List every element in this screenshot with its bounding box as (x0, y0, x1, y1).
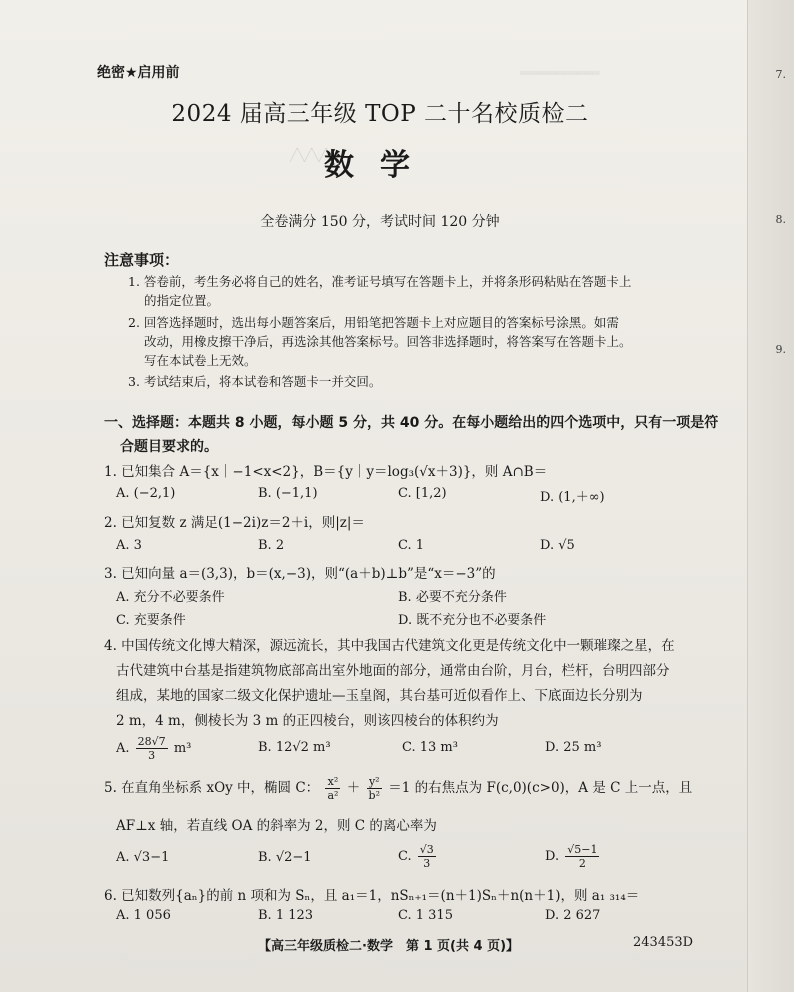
fraction-numerator: y² (367, 775, 382, 789)
question-1-option-b: B. (−1,1) (258, 486, 318, 501)
question-4-line: 4. 中国传统文化博大精深，源远流长，其中我国古代建筑文化更是传统文化中一颗璀璨之星，在 (104, 638, 675, 654)
edge-question-number: 8. (775, 213, 786, 226)
question-3-option-a: A. 充分不必要条件 (116, 590, 225, 605)
fraction (367, 775, 382, 802)
fraction-numerator: √3 (419, 843, 434, 856)
question-4-option-a (116, 735, 191, 762)
fraction-denominator: 2 (578, 857, 586, 870)
fraction-numerator: 28√7 (137, 735, 166, 748)
section-heading-line: 一、选择题：本题共 8 小题，每小题 5 分，共 40 分。在每小题给出的四个选项中，只有一项是符 (104, 415, 719, 431)
fraction (325, 775, 340, 802)
fraction (136, 735, 168, 762)
question-3-stem: 3. 已知向量 a＝(3,3)，b＝(x,−3)，则“(a＋b)⊥b”是“x＝−3”的 (104, 566, 496, 582)
question-4-line: 古代建筑中台基是指建筑物底部高出室外地面的部分，通常由台阶，月台，栏杆，台明四部分 (116, 663, 670, 679)
note-line: 2. 回答选择题时，选出每小题答案后，用铅笔把答题卡上对应题目的答案标号涂黑。如需 (128, 315, 619, 330)
note-line: 的指定位置。 (144, 293, 220, 308)
fraction-denominator: a² (327, 789, 339, 802)
option-label: C. (398, 849, 412, 864)
edge-question-number: 7. (775, 68, 786, 81)
question-4-line: 2 m，4 m，侧棱长为 3 m 的正四棱台，则该四棱台的体积约为 (116, 713, 499, 729)
note-line: 写在本试卷上无效。 (144, 353, 257, 368)
option-unit: m³ (173, 741, 192, 756)
question-5-option-c (398, 843, 438, 870)
page-footer: 【高三年级质检二·数学 第 1 页(共 4 页)】 (258, 939, 520, 954)
exam-code: 243453D (633, 935, 694, 950)
note-line: 1. 答卷前，考生务必将自己的姓名，准考证号填写在答题卡上，并将条形码粘贴在答题卡上 (128, 274, 632, 289)
question-6-option-d: D. 2 627 (545, 908, 601, 923)
question-4-option-d: D. 25 m³ (545, 740, 602, 755)
note-line: 改动，用橡皮擦干净后，再选涂其他答案标号。回答非选择题时，将答案写在答题卡上。 (144, 334, 632, 349)
subject-title: 数学 (324, 148, 436, 183)
question-1-option-d: D. (1,＋∞) (540, 490, 605, 505)
exam-title: 2024 届高三年级 TOP 二十名校质检二 (171, 101, 589, 127)
question-1-option-c: C. [1,2) (398, 486, 447, 501)
confidential-mark: 绝密★启用前 (97, 65, 180, 81)
plus-sign: ＋ (346, 780, 361, 796)
question-2-option-a: A. 3 (116, 538, 142, 553)
question-5-option-a: A. √3−1 (116, 850, 170, 865)
option-label: D. (545, 849, 560, 864)
question-5-line: AF⊥x 轴，若直线 OA 的斜率为 2，则 C 的离心率为 (116, 818, 437, 834)
section-heading-line: 合题目要求的。 (120, 439, 218, 455)
question-2-option-d: D. √5 (540, 538, 575, 553)
fraction-numerator: √5−1 (567, 843, 598, 856)
fraction (565, 843, 599, 870)
question-4-option-c: C. 13 m³ (402, 740, 458, 755)
fraction (418, 843, 436, 870)
question-2-stem: 2. 已知复数 z 满足(1−2i)z＝2＋i，则|z|＝ (104, 515, 365, 531)
question-6-option-a: A. 1 056 (116, 908, 171, 923)
question-6-option-b: B. 1 123 (258, 908, 314, 923)
question-2-option-c: C. 1 (398, 538, 425, 553)
question-2-option-b: B. 2 (258, 538, 285, 553)
question-5-option-d (545, 843, 601, 870)
edge-question-number: 9. (775, 343, 786, 356)
question-6-stem: 6. 已知数列{aₙ}的前 n 项和为 Sₙ，且 a₁＝1，nSₙ₊₁＝(n＋1)Sₙ＋n(n＋1)，则 a₁ ₃₁₄＝ (104, 888, 640, 904)
question-3-option-b: B. 必要不充分条件 (398, 590, 507, 605)
option-label: A. (116, 741, 130, 756)
notes-heading: 注意事项： (104, 251, 180, 269)
question-5-option-b: B. √2−1 (258, 850, 312, 865)
exam-info: 全卷满分 150 分，考试时间 120 分钟 (260, 214, 500, 230)
question-1-stem: 1. 已知集合 A＝{x｜−1<x<2}，B＝{y｜y＝log₃(√x＋3)}，则 A∩B＝ (104, 464, 548, 480)
question-5-stem-end: ＝1 的右焦点为 F(c,0)(c>0)，A 是 C 上一点，且 (388, 780, 693, 796)
question-6-option-c: C. 1 315 (398, 908, 453, 923)
question-1-option-a: A. (−2,1) (116, 486, 176, 501)
note-line: 3. 考试结束后，将本试卷和答题卡一并交回。 (128, 374, 382, 389)
fraction-denominator: 3 (423, 857, 431, 870)
question-5-stem (104, 775, 692, 802)
fraction-denominator: b² (368, 789, 380, 802)
bleed-through-mark: ╱╲╱╲╱╲ (290, 148, 334, 162)
question-3-option-c: C. 充要条件 (116, 613, 186, 628)
bleed-through-mark: ═══════════ (520, 66, 600, 80)
question-4-option-b: B. 12√2 m³ (258, 740, 331, 755)
fraction-numerator: x² (325, 775, 340, 789)
question-4-line: 组成，某地的国家二级文化保护遗址—玉皇阁，其台基可近似看作上、下底面边长分别为 (116, 688, 643, 704)
fraction-denominator: 3 (148, 749, 156, 762)
section-heading (104, 411, 718, 459)
question-5-stem-start: 5. 在直角坐标系 xOy 中，椭圆 C： (104, 780, 320, 796)
question-3-option-d: D. 既不充分也不必要条件 (398, 613, 547, 628)
